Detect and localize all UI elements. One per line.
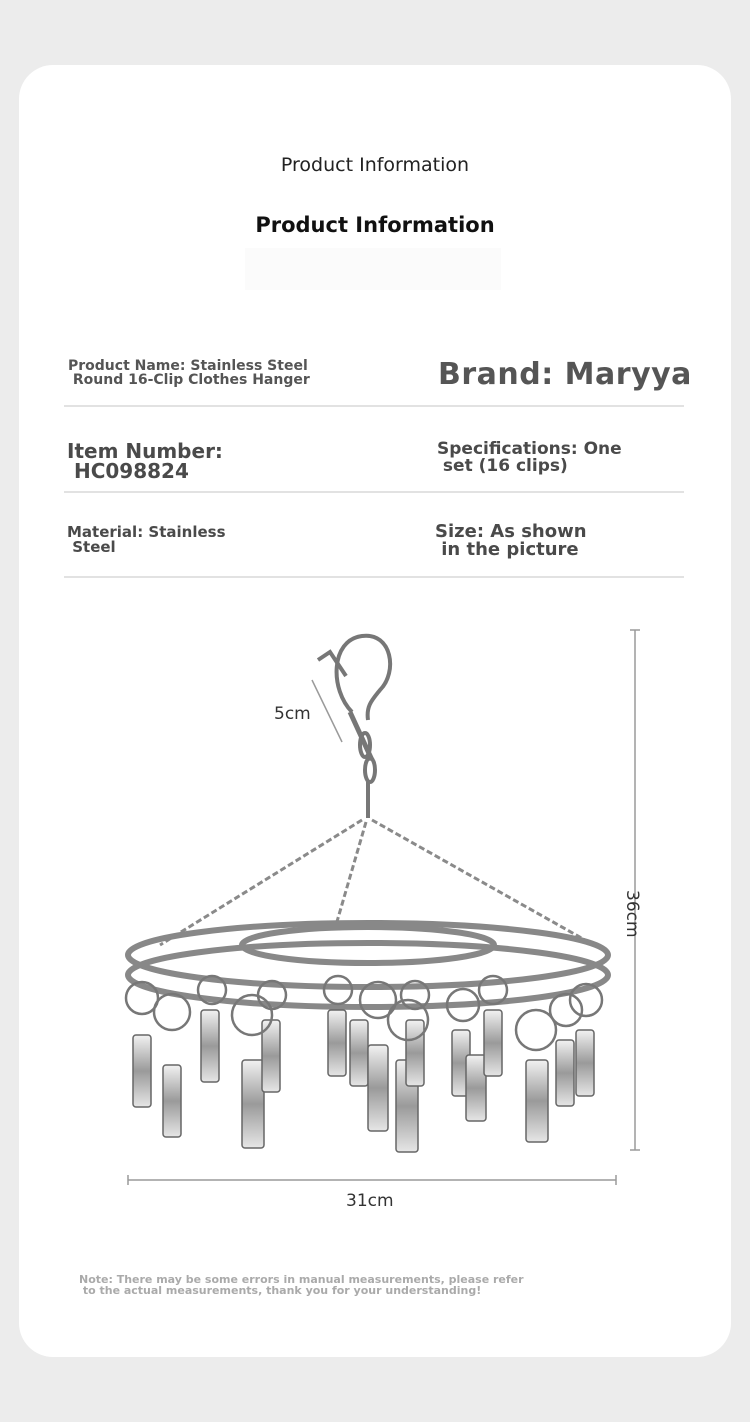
section-subtitle: Product Information <box>280 154 470 176</box>
specifications-text: Specifications: One set (16 clips) <box>437 439 622 476</box>
material-text: Material: Stainless Steel <box>67 523 226 556</box>
clip-icon <box>133 1010 594 1152</box>
height-dimension-label: 36cm <box>622 890 642 938</box>
section-title: Product Information <box>255 213 495 237</box>
product-name-text: Product Name: Stainless Steel Round 16-Clip Clothes Hanger <box>68 358 310 388</box>
size-text: Size: As shown in the picture <box>435 521 587 560</box>
item-number-text: Item Number: HC098824 <box>67 439 223 483</box>
width-dimension-label: 31cm <box>346 1191 394 1211</box>
measurement-note: Note: There may be some errors in manual measurements, please refer to the actual measurements, thank you for your understanding! <box>79 1273 524 1297</box>
brand-text: Brand: Maryya <box>438 357 692 392</box>
hook-icon <box>318 636 390 818</box>
hook-dimension-label: 5cm <box>274 704 311 724</box>
